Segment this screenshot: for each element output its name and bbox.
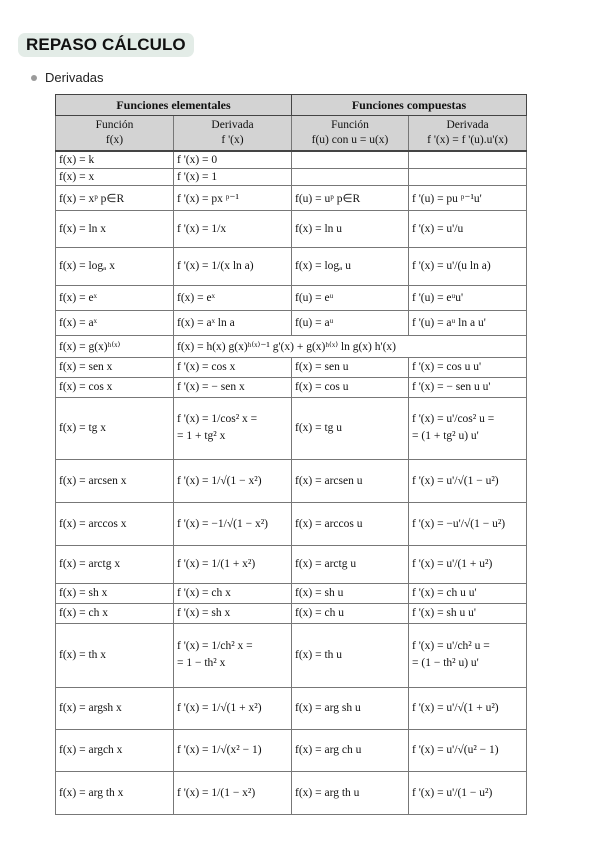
table-row (56, 285, 527, 310)
table-cell: f(x) = argsh x (56, 687, 174, 729)
table-cell: f '(u) = pu ᵖ⁻¹u' (409, 185, 527, 210)
table-cell: f(x) = eˣ (174, 285, 292, 310)
column-header-sub: f(x) (105, 134, 124, 146)
table-cell: f(u) = aᵘ (292, 310, 409, 335)
table-row (56, 151, 527, 168)
column-header-label: Derivada (446, 119, 489, 131)
bullet-label: Derivadas (45, 70, 104, 85)
table-row (56, 729, 527, 771)
table-cell: f(x) = ch x (56, 603, 174, 623)
table-cell: f(x) = tg x (56, 397, 174, 459)
table-cell: f '(x) = u'/u (409, 210, 527, 247)
table-cell: f(x) = arg th x (56, 771, 174, 814)
table-cell: f(x) = h(x) g(x)ʰ⁽ˣ⁾⁻¹ g'(x) + g(x)ʰ⁽ˣ⁾ ln g(x) h'(x) (174, 335, 527, 357)
bullet-dot-icon (31, 75, 37, 81)
table-cell: f(x) = eˣ (56, 285, 174, 310)
table-cell: f(x) = arcsen x (56, 459, 174, 502)
table-cell: f '(x) = u'/(1 − u²) (409, 771, 527, 814)
table-cell: f(u) = uᵖ p∈R (292, 185, 409, 210)
table-row (56, 377, 527, 397)
table-cell: f(x) = th x (56, 623, 174, 687)
column-header-row (56, 116, 527, 152)
table-cell: f(x) = arccos x (56, 502, 174, 545)
table-cell: f(x) = tg u (292, 397, 409, 459)
table-cell: f '(x) = 1/(1 − x²) (174, 771, 292, 814)
table-cell: f(x) = sh x (56, 583, 174, 603)
table-row (56, 310, 527, 335)
table-cell (292, 168, 409, 185)
table-cell: f '(x) = 1/(1 + x²) (174, 545, 292, 583)
table-cell: f '(x) = sh u u' (409, 603, 527, 623)
table-cell: f(x) = ch u (292, 603, 409, 623)
table-cell: f(x) = arg ch u (292, 729, 409, 771)
column-header (409, 116, 527, 152)
table-cell: f(x) = arg sh u (292, 687, 409, 729)
table-cell: f(x) = x (56, 168, 174, 185)
table-cell: f '(x) = ch x (174, 583, 292, 603)
table-cell: f '(x) = u'/(u ln a) (409, 247, 527, 285)
table-cell: f(x) = th u (292, 623, 409, 687)
table-cell: f(x) = ln x (56, 210, 174, 247)
table-cell: f(x) = xᵖ p∈R (56, 185, 174, 210)
table-row (56, 771, 527, 814)
column-header (292, 116, 409, 152)
column-header-sub: f(u) con u = u(x) (311, 134, 389, 146)
table-row (56, 459, 527, 502)
table-cell: f(x) = arctg x (56, 545, 174, 583)
column-header-label: Función (95, 119, 134, 131)
table-cell: f(x) = cos u (292, 377, 409, 397)
table-cell: f '(x) = 1/(x ln a) (174, 247, 292, 285)
table-row (56, 168, 527, 185)
page-title: REPASO CÁLCULO (26, 35, 186, 54)
table-cell: f(x) = ln u (292, 210, 409, 247)
column-header (174, 116, 292, 152)
table-row (56, 583, 527, 603)
derivatives-table (55, 94, 527, 815)
table-cell: f '(x) = − sen x (174, 377, 292, 397)
table-cell: f(x) = logₐ x (56, 247, 174, 285)
table-cell: f '(x) = u'/ch² u = = (1 − th² u) u' (409, 623, 527, 687)
table-cell: f(x) = logₐ u (292, 247, 409, 285)
table-cell: f '(u) = aᵘ ln a u' (409, 310, 527, 335)
table-row (56, 603, 527, 623)
table-cell: f(x) = sh u (292, 583, 409, 603)
table-cell: f '(x) = 0 (174, 151, 292, 168)
table-cell: f '(x) = 1/cos² x = = 1 + tg² x (174, 397, 292, 459)
table-cell: f '(x) = sh x (174, 603, 292, 623)
derivatives-table-container (55, 94, 526, 815)
bullet-item (31, 70, 104, 85)
table-row (56, 335, 527, 357)
table-cell: f '(x) = −1/√(1 − x²) (174, 502, 292, 545)
table-row (56, 185, 527, 210)
column-header-label: Función (331, 119, 369, 131)
table-body (56, 151, 527, 814)
table-row (56, 210, 527, 247)
group-header-elementary: Funciones elementales (56, 95, 292, 116)
group-header-composite: Funciones compuestas (292, 95, 527, 116)
table-cell: f(x) = sen x (56, 357, 174, 377)
table-cell: f '(x) = 1 (174, 168, 292, 185)
table-row (56, 397, 527, 459)
table-cell: f '(x) = 1/x (174, 210, 292, 247)
column-header-label: Derivada (211, 119, 254, 131)
table-cell: f(x) = cos x (56, 377, 174, 397)
table-cell: f '(x) = u'/√(u² − 1) (409, 729, 527, 771)
column-header-sub: f '(x) = f '(u).u'(x) (427, 134, 508, 146)
table-cell: f(x) = k (56, 151, 174, 168)
column-header-sub: f '(x) (221, 134, 244, 146)
table-cell: f(x) = arctg u (292, 545, 409, 583)
table-cell (409, 168, 527, 185)
table-cell: f '(x) = 1/ch² x = = 1 − th² x (174, 623, 292, 687)
table-cell: f '(u) = eᵘu' (409, 285, 527, 310)
table-cell: f(x) = arccos u (292, 502, 409, 545)
table-cell: f '(x) = cos x (174, 357, 292, 377)
table-cell: f '(x) = u'/cos² u = = (1 + tg² u) u' (409, 397, 527, 459)
table-cell: f '(x) = u'/(1 + u²) (409, 545, 527, 583)
page-title-badge (18, 33, 194, 57)
table-row (56, 687, 527, 729)
table-cell (292, 151, 409, 168)
group-header-row (56, 95, 527, 116)
table-row (56, 357, 527, 377)
table-cell: f(x) = argch x (56, 729, 174, 771)
table-cell: f '(x) = −u'/√(1 − u²) (409, 502, 527, 545)
table-cell: f(x) = g(x)ʰ⁽ˣ⁾ (56, 335, 174, 357)
table-cell: f(x) = sen u (292, 357, 409, 377)
table-cell: f '(x) = cos u u' (409, 357, 527, 377)
table-cell: f '(x) = − sen u u' (409, 377, 527, 397)
table-row (56, 247, 527, 285)
table-cell: f(x) = arg th u (292, 771, 409, 814)
table-cell: f '(x) = 1/√(x² − 1) (174, 729, 292, 771)
table-cell: f '(x) = 1/√(1 − x²) (174, 459, 292, 502)
table-cell: f(u) = eᵘ (292, 285, 409, 310)
table-cell: f '(x) = ch u u' (409, 583, 527, 603)
table-cell: f(x) = arcsen u (292, 459, 409, 502)
table-cell: f '(x) = 1/√(1 + x²) (174, 687, 292, 729)
table-cell: f '(x) = u'/√(1 − u²) (409, 459, 527, 502)
table-cell: f '(x) = px ᵖ⁻¹ (174, 185, 292, 210)
table-cell: f '(x) = u'/√(1 + u²) (409, 687, 527, 729)
column-header (56, 116, 174, 152)
table-row (56, 502, 527, 545)
table-cell: f(x) = aˣ (56, 310, 174, 335)
table-cell (409, 151, 527, 168)
table-cell: f(x) = aˣ ln a (174, 310, 292, 335)
table-row (56, 545, 527, 583)
table-row (56, 623, 527, 687)
